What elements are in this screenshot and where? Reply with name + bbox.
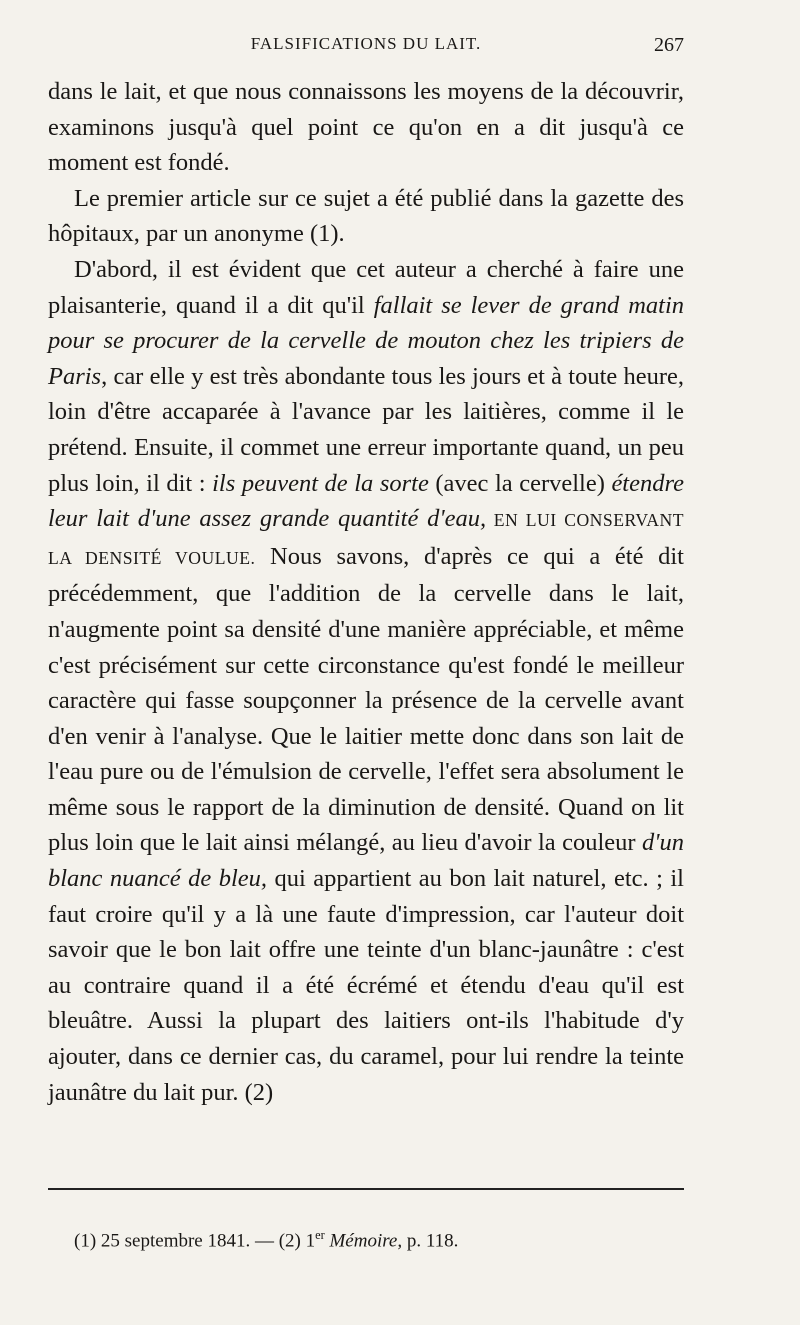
footnotes bbox=[74, 1222, 684, 1254]
text-run: qui appartient au bon lait naturel, etc. ; il faut croire qu'il y a là une faute d'impression, car l'auteur doit savoir que le bon lait offre une teinte d'un blanc-jaunâtre : c'est au contraire quand il a été écrémé et étendu d'eau qu'il est bleuâtre. Aussi la plupart des laitiers ont-ils l'habitude d'y ajouter, dans ce dernier cas, du caramel, pour lui rendre la teinte jaunâtre du lait pur. (2) bbox=[48, 865, 684, 1106]
footnote-end: p. 118. bbox=[402, 1230, 459, 1252]
text-run: Nous savons, d'après ce qui a été dit précédemment, que l'addition de la cervelle dans le lait, n'augmente point sa densité d'une manière appréciable, et même c'est précisément sur cette circonstance qu'est fondé le meilleur caractère qui fasse soupçonner la présence de la cervelle avant d'en venir à l'analyse. Que le laitier mette donc dans son lait de l'eau pure ou de l'émulsion de cervelle, l'effet sera absolument le même sous le rapport de la diminution de densité. Quand on lit plus loin que le lait ainsi mélangé, au lieu d'avoir la couleur bbox=[48, 542, 684, 857]
footnote-sup: er bbox=[315, 1228, 325, 1242]
paragraph-1: dans le lait, et que nous connaissons les moyens de la découvrir, examinons jusqu'à quel point ce qu'on en a dit jusqu'à ce moment est fondé. bbox=[48, 78, 684, 177]
footnote-italic: Mémoire, bbox=[324, 1230, 403, 1252]
running-title: FALSIFICATIONS DU LAIT. bbox=[250, 34, 482, 53]
italic-run: d'un blanc nuancé de bleu, bbox=[48, 829, 684, 893]
italic-run: étendre leur lait d'une assez grande quantité d'eau, bbox=[48, 469, 684, 533]
paragraph-2: Le premier article sur ce sujet a été publié dans la gazette des hôpitaux, par un anonyme (1). bbox=[48, 184, 684, 248]
text-run: D'abord, il est évident que cet auteur a cherché à faire une plaisanterie, quand il a dit qu'il bbox=[48, 255, 684, 319]
page-header bbox=[48, 30, 684, 60]
text-run: (avec la cervelle) bbox=[428, 469, 612, 497]
body-text bbox=[48, 74, 684, 1110]
footnote-text: (1) 25 septembre 1841. — (2) 1 bbox=[74, 1230, 316, 1252]
page-number: 267 bbox=[654, 34, 684, 56]
text-run: , car elle y est très abondante tous les jours et à toute heure, loin d'être accaparée à l'avance par les laitières, comme il le prétend. Ensuite, il commet une erreur importante quand, un peu plus loin, il dit : bbox=[48, 362, 684, 497]
paragraph-3 bbox=[48, 252, 684, 1110]
smallcaps-run: EN LUI CONSERVANT LA DENSITÉ VOULUE. bbox=[48, 510, 684, 568]
italic-run: ils peuvent de la sorte bbox=[212, 469, 429, 497]
italic-run: fallait se lever de grand matin pour se procurer de la cervelle de mouton chez les tripiers de Paris bbox=[48, 291, 684, 390]
footnote-rule bbox=[48, 1188, 684, 1190]
